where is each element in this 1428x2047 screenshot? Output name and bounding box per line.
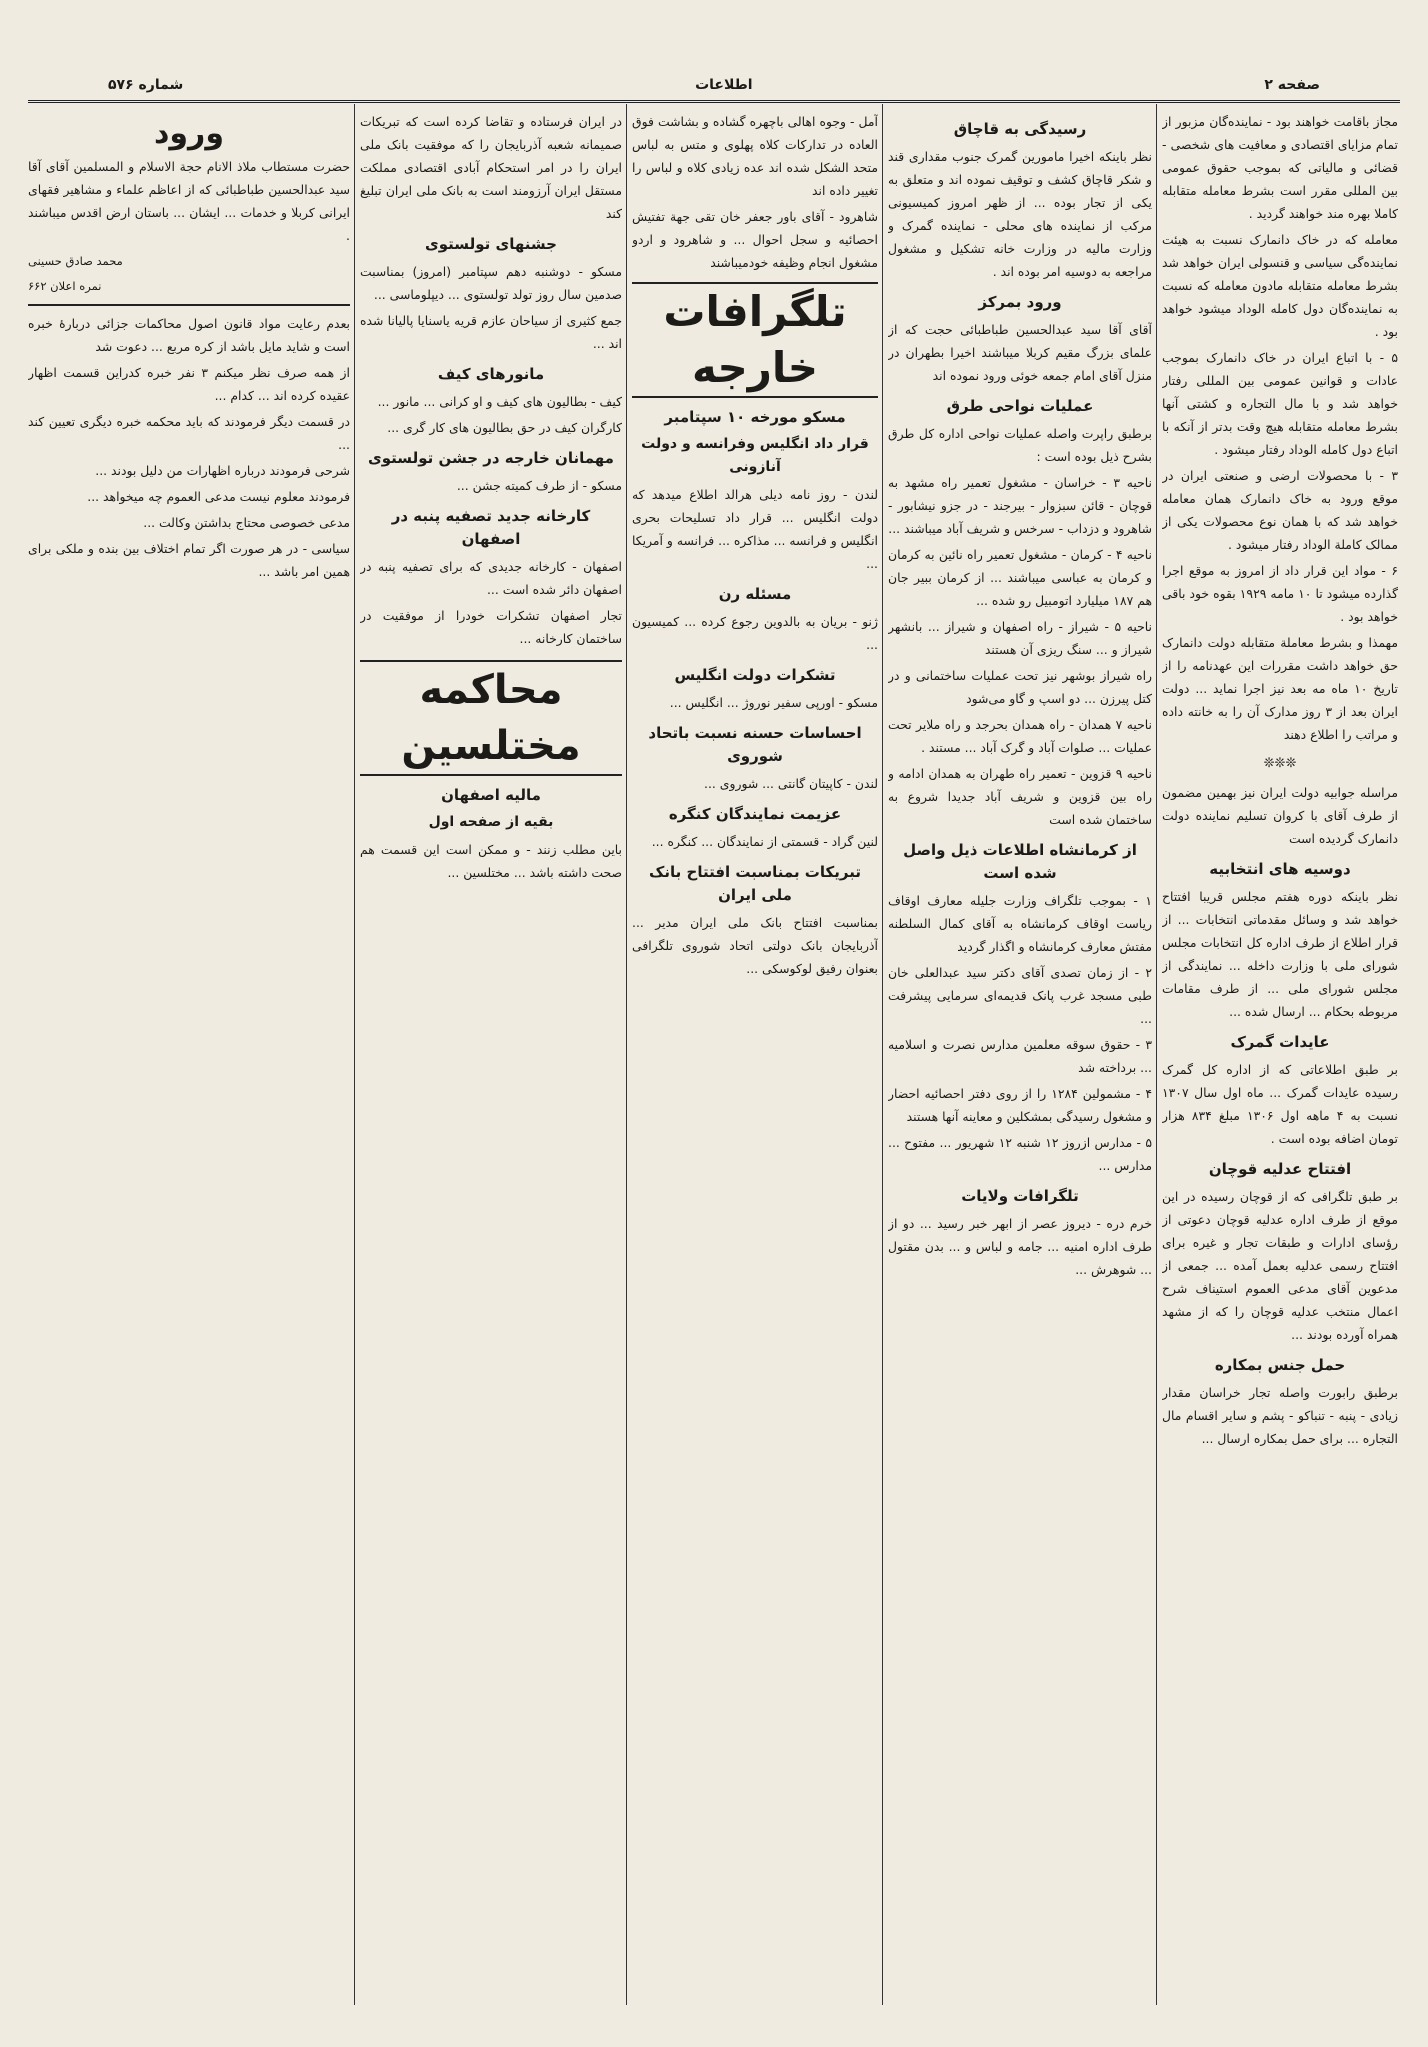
article-text: ۴ - مشمولین ۱۲۸۴ را از روی دفتر احصائیه احضار و مشغول رسیدگی بمشکلین و معاینه آنها هستند bbox=[888, 1086, 1152, 1124]
article-text: برطبق راپرت واصله عملیات نواحی اداره کل طرق بشرح ذیل بوده است : bbox=[888, 426, 1152, 464]
column-divider bbox=[1156, 104, 1157, 2005]
article-text: مسکو - اورپی سفیر نوروژ ... انگلیس ... bbox=[669, 695, 878, 710]
headline: عزیمت نمایندگان کنگره bbox=[668, 805, 842, 823]
article-text: ۲ - از زمان تصدی آقای دکتر سید عبدالعلی خان طبی مسجد غرب پانک قدیمه‌ای سرمایی پیشرفت ... bbox=[888, 965, 1152, 1026]
column-3 bbox=[632, 110, 878, 2005]
article-text: بعدم رعایت مواد قانون اصول محاکمات جزائی دربارۀ خبره است و شاید مایل باشد از کره مربع ... دعوت شد bbox=[28, 316, 350, 354]
article-text: ژنو - بریان به بالدوین رجوع کرده ... کمیسیون ... bbox=[632, 614, 878, 652]
column-divider bbox=[354, 104, 355, 2005]
article-text: مراسله جوابیه دولت ایران نیز بهمین مضمون از طرف آقای با کروان تسلیم نماینده دولت دانمارک گردیده است bbox=[1162, 785, 1398, 846]
article-text: باین مطلب زنند - و ممکن است این قسمت هم صحت داشته باشد ... مختلسین ... bbox=[360, 842, 622, 880]
article-text: مسکو - دوشنبه دهم سپتامبر (امروز) بمناسبت صدمین سال روز تولد تولستوی ... دیپلوماسی ... bbox=[360, 264, 622, 302]
article-text: ناحیه ۷ همدان - راه همدان بحرجد و راه ملایر تحت عملیات ... صلوات آباد و گرک آباد ... مستند . bbox=[888, 717, 1152, 755]
article-text: ۵ - با اتباع ایران در خاک دانمارک بموجب عادات و قوانین عمومی بین المللی رفتار خواهد شد و با مال التجاره و کشتی آنها بشرط معامله متقابله هیچ وقت بدتر از آنکه با اتباع دول کامله الوداد رفتار میشود . bbox=[1162, 350, 1398, 457]
headline: تلگرافات ولایات bbox=[961, 1187, 1079, 1205]
section-title: محاکمه مختلسین bbox=[360, 660, 622, 776]
article-text: شاهرود - آقای باور جعفر خان تقی جهة تفتیش احصائیه و سجل احوال ... و شاهرود و اردو مشغول انجام وظیفه خودمیباشند bbox=[632, 209, 878, 270]
column-4 bbox=[360, 110, 622, 2005]
headline: حمل جنس بمکاره bbox=[1214, 1356, 1346, 1374]
article-text: ۳ - با محصولات ارضی و صنعتی ایران در موقع ورود به خاک دانمارک همان معامله خواهد شد که با همان نوع محصولات یکی از ممالک کاملة الوداد رفتار میشود . bbox=[1162, 468, 1398, 552]
headline: احساسات حسنه نسبت باتحاد شوروی bbox=[648, 724, 862, 765]
column-divider bbox=[882, 104, 883, 2005]
column-2 bbox=[888, 110, 1152, 2005]
headline: از کرمانشاه اطلاعات ذیل واصل شده است bbox=[903, 841, 1137, 882]
article-text: از همه صرف نظر میکنم ۳ نفر خبره کدراین قسمت اظهار عقیده کرده اند ... کدام ... bbox=[28, 365, 350, 403]
column-divider bbox=[626, 104, 627, 2005]
announcement bbox=[28, 155, 350, 306]
article-text: راه شیراز بوشهر نیز تحت عملیات ساختمانی و در کتل پیرزن ... دو اسپ و گاو می‌شود bbox=[888, 668, 1152, 706]
headline: افتتاح عدلیه قوچان bbox=[1208, 1160, 1352, 1178]
article-text: بمناسبت افتتاح بانک ملی ایران مدیر ... آذربایجان بانک دولتی اتحاد شوروی تلگرافی بعنوان رفیق لوکوسکی ... bbox=[632, 915, 878, 976]
section-title: تلگرافات خارجه bbox=[632, 282, 878, 398]
article-text: مهمذا و بشرط معاملة متقابله دولت دانمارک حق خواهد داشت مقررات این عهدنامه را از تاریخ ۱۰ ماه مه بعد نیز اجرا نماید ... دولت ایران بعد از ۳ روز مدارک آن را به خانته داده و مراتب را اطلاع دهند bbox=[1162, 635, 1398, 742]
article-text: مدعی خصوصی محتاج بداشتن وکالت ... bbox=[143, 515, 350, 530]
article-text: در قسمت دیگر فرمودند که باید محکمه خبره دیگری تعیین کند ... bbox=[28, 414, 350, 452]
headline: دوسیه های انتخابیه bbox=[1209, 860, 1351, 878]
article-text: آقای آقا سید عبدالحسین طباطبائی حجت که از علمای بزرگ مقیم کربلا میباشند اخیرا بطهران در منزل آقای امام جمعه خوئی ورود نموده اند bbox=[888, 322, 1152, 383]
headline: مهمانان خارجه در جشن تولستوی bbox=[368, 449, 614, 467]
article-text: مجاز باقامت خواهند بود - نماینده‌گان مزبور از تمام مزایای اقتصادی و معافیت های شخصی - قضائی و مالیاتی که بموجب حقوق عمومی بین المللی مقرر است بشرط معامله متقابله کاملا بهره مند خواهند گردید . bbox=[1162, 114, 1398, 221]
article-text: نظر باینکه اخیرا مامورین گمرک جنوب مقداری قند و شکر قاچاق کشف و توقیف نموده اند و متعلق به یکی از تجار بوده ... از ظهر امروز کمیسیونی مرکب از نماینده های محلی - نماینده گمرک و وزارت مالیه در وزارت خانه تشکیل و مشغول مراجعه به دوسیه امر بوده اند . bbox=[888, 149, 1152, 279]
subheadline: بقیه از صفحه اول bbox=[428, 814, 554, 830]
article-text: تجار اصفهان تشکرات خودرا از موفقیت در ساختمان کارخانه ... bbox=[360, 608, 622, 646]
article-text: آمل - وجوه اهالی باچهره گشاده و بشاشت فوق العاده در تدارکات کلاه پهلوی و متس به لباس متحد الشکل شده اند عده زیادی کلاه و لباس را تغییر داده اند bbox=[632, 114, 878, 198]
article-text: ۳ - حقوق سوقه معلمین مدارس نصرت و اسلامیه ... برداخته شد bbox=[888, 1037, 1152, 1075]
subheadline: قرار داد انگلیس وفرانسه و دولت آنازونی bbox=[641, 436, 869, 475]
article-text: بر طبق اطلاعاتی که از اداره کل گمرک رسیده عایدات گمرک ... ماه اول سال ۱۳۰۷ نسبت به ۴ ماهه اول ۱۳۰۶ مبلغ ۸۳۴ هزار تومان اضافه بوده است . bbox=[1162, 1062, 1398, 1146]
section-ornament: ❊❊❊ bbox=[1263, 756, 1297, 771]
header-rule bbox=[28, 100, 1400, 103]
headline: جشنهای تولستوی bbox=[425, 235, 557, 253]
headline: ورود bbox=[154, 116, 224, 151]
headline: رسیدگی به قاچاق bbox=[953, 120, 1087, 138]
masthead bbox=[28, 70, 1400, 100]
headline: مسکو مورخه ۱۰ سپتامبر bbox=[664, 408, 846, 426]
article-text: معامله که در خاک دانمارک نسبت به هیئت نماینده‌گی سیاسی و قنسولی ایران خواهد شد بشرط معامله متقابله مادون معامله که نسبت به نماینده‌گان دول کامله الوداد میشود خواهد بود . bbox=[1162, 232, 1398, 339]
article-text: ناحیه ۹ قزوین - تعمیر راه طهران به همدان ادامه و راه بین قزوین و شریف آباد جدیدا شروع به ساختمان شده است bbox=[888, 766, 1152, 827]
article-text: کارگران کیف در حق بطالیون های کار گری ... bbox=[387, 420, 622, 435]
article-text: برطبق رابورت واصله تجار خراسان مقدار زیادی - پنبه - تنباکو - پشم و سایر اقسام مال التجاره ... برای حمل بمکاره ارسال ... bbox=[1162, 1385, 1398, 1446]
column-1 bbox=[1162, 110, 1398, 2005]
ad-number: نمره اعلان ۶۶۲ bbox=[28, 279, 102, 293]
article-text: اصفهان - کارخانه جدیدی که برای تصفیه پنبه در اصفهان دائر شده است ... bbox=[360, 559, 622, 597]
article-text: جمع کثیری از سیاحان عازم قریه یاسنایا پالیانا شده اند ... bbox=[360, 313, 622, 351]
article-text: حضرت مستطاب ملاذ الانام حجة الاسلام و المسلمین آقای آقا سید عبدالحسین طباطبائی که از اعاظم علماء و مشاهیر فقهای ایرانی کربلا و خدمات ... ایشان ... باستان ارض اقدس میباشند . bbox=[28, 159, 350, 243]
article-text: خرم دره - دیروز عصر از ابهر خبر رسید ... دو از طرف اداره امنیه ... جامه و لباس و ... بدن مقتول ... شوهرش ... bbox=[888, 1216, 1152, 1277]
article-text: سیاسی - در هر صورت اگر تمام اختلاف بین بنده و ملکی برای همین امر باشد ... bbox=[28, 541, 350, 579]
signature: محمد صادق حسینی bbox=[28, 254, 123, 268]
headline: مسئله رن bbox=[718, 585, 792, 603]
article-text: لندن - روز نامه دیلی هرالد اطلاع میدهد که دولت انگلیس ... قرار داد تسلیحات بحری انگلیس و فرانسه ... مذاکره ... فرانسه و آمریکا ... bbox=[632, 487, 878, 571]
article-text: ناحیه ۵ - شیراز - راه اصفهان و شیراز ... بانشهر شیراز و ... سنگ ریزی آن هستند bbox=[888, 619, 1152, 657]
headline: عایدات گمرک bbox=[1230, 1033, 1330, 1051]
page-number: صفحه ۲ bbox=[1264, 77, 1320, 93]
issue-number: شماره ۵۷۶ bbox=[108, 77, 184, 93]
article-text: در ایران فرستاده و تقاضا کرده است که تبریکات صمیمانه شعبه آذربایجان را که موفقیت بانک ملی ایران را در امر استحکام آبادی اقتصادی مملکت مستقل ایران آرزومند است به بانک ملی ایران تبلیغ کند bbox=[360, 114, 622, 221]
article-text: فرمودند معلوم نیست مدعی العموم چه میخواهد ... bbox=[87, 489, 350, 504]
headline: مالیه اصفهان bbox=[441, 786, 541, 804]
article-text: ۵ - مدارس ازروز ۱۲ شنبه ۱۲ شهریور ... مفتوح ... مدارس ... bbox=[888, 1135, 1152, 1173]
article-text: مسکو - از طرف کمیته جشن ... bbox=[456, 478, 622, 493]
article-text: لنین گراد - قسمتی از نمایندگان ... کنگره ... bbox=[651, 834, 878, 849]
headline: ورود بمرکز bbox=[978, 293, 1062, 311]
article-text: لندن - کاپیتان گانتی ... شوروی ... bbox=[704, 776, 878, 791]
headline: عملیات نواحی طرق bbox=[946, 397, 1094, 415]
headline: کارخانه جدید تصفیه پنبه در اصفهان bbox=[391, 507, 591, 548]
article-text: نظر باینکه دوره هفتم مجلس قریبا افتتاح خواهد شد و وسائل مقدماتی انتخابات ... از قرار اطلاع از طرف اداره کل انتخابات مجلس شورای ملی با وزارت داخله ... نمایندگی از مجلس شورای ملی ... از طرف مقامات مربوطه بحکام ... ارسال شده ... bbox=[1162, 889, 1398, 1019]
article-text: بر طبق تلگرافی که از قوچان رسیده در این موقع از طرف اداره عدلیه قوچان دعوتی از رؤسای ادارات و طبقات تجار و غیره برای افتتاح رسمی عدلیه بعمل آمده ... جمعی از مدعوین آقای مدعی العموم استیناف شرح اعمال منتخب عدلیه قوچان را که از مشهد همراه آورده بودند ... bbox=[1162, 1189, 1398, 1342]
column-5 bbox=[28, 110, 350, 2005]
article-text: کیف - بطالیون های کیف و او کرانی ... مانور ... bbox=[377, 394, 622, 409]
article-text: شرحی فرمودند درباره اظهارات من دلیل بودند ... bbox=[95, 463, 350, 478]
paper-name: اطلاعات bbox=[695, 77, 753, 93]
article-text: ناحیه ۳ - خراسان - مشغول تعمیر راه مشهد به قوچان - قائن سبزوار - بیرجند - در جزو نیشابور - شاهرود و دزداب - سرخس و شریف آباد میباشند ... bbox=[888, 475, 1152, 536]
headline: تشکرات دولت انگلیس bbox=[674, 666, 836, 684]
headline: مانورهای کیف bbox=[437, 365, 545, 383]
article-text: ناحیه ۴ - کرمان - مشغول تعمیر راه نائین به کرمان و کرمان به عباسی میباشند ... از کرمان ببیر جان هم ۱۸۷ میلیارد اتومبیل رو شده ... bbox=[888, 547, 1152, 608]
headline: تبریکات بمناسبت افتتاح بانک ملی ایران bbox=[649, 863, 861, 904]
article-text: ۱ - بموجب تلگراف وزارت جلیله معارف اوقاف ریاست اوقاف کرمانشاه به آقای کمال السلطنه مفتش معارف کرمانشاه و اگذار گردید bbox=[888, 893, 1152, 954]
article-text: ۶ - مواد این قرار داد از امروز به موقع اجرا گذارده میشود تا ۱۰ مامه ۱۹۲۹ بقوه خود باقی خواهد بود . bbox=[1162, 563, 1398, 624]
